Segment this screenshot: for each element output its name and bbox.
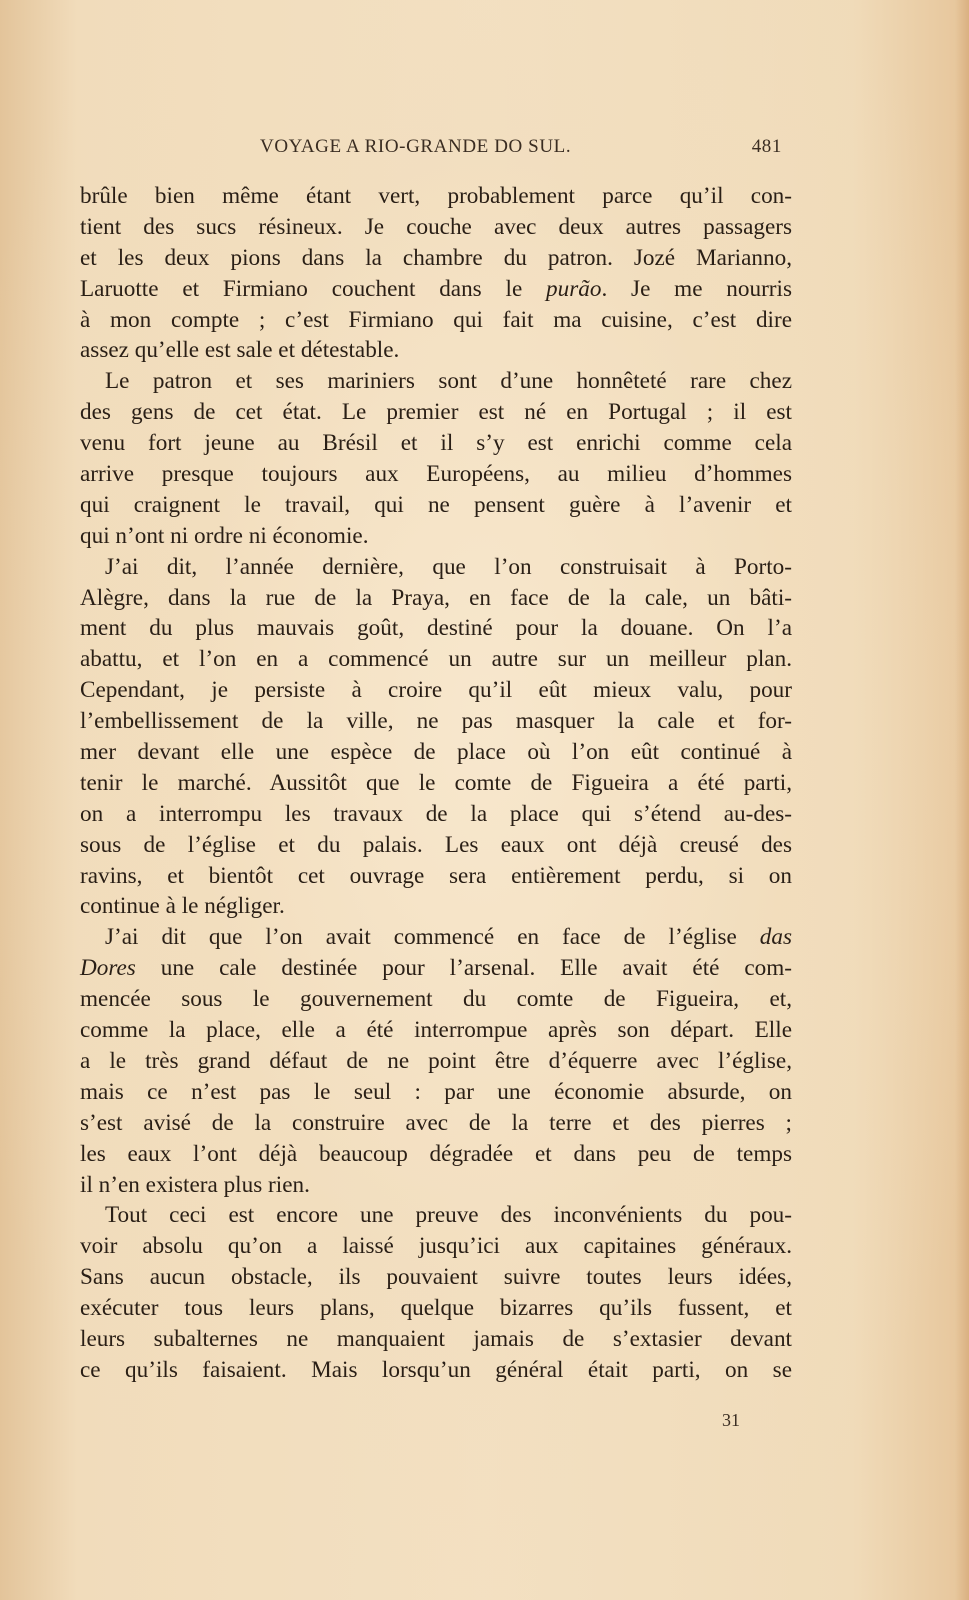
text-line	[80, 922, 792, 953]
text-line: J’ai dit, l’année dernière, que l’on construisait à Porto-	[105, 553, 792, 580]
text-line: assez qu’elle est sale et détestable.	[80, 337, 400, 364]
body-text	[80, 181, 792, 1386]
running-head-title: VOYAGE A RIO-GRANDE DO SUL.	[260, 136, 572, 157]
text-line	[80, 953, 792, 984]
text-line: venu fort jeune au Brésil et il s’y est enrichi comme cela	[80, 430, 792, 457]
text-line: a le très grand défaut de ne point être d’équerre avec l’église,	[80, 1047, 792, 1074]
text-line: Sans aucun obstacle, ils pouvaient suivre toutes leurs idées,	[80, 1264, 792, 1291]
text-line: sous de l’église et du palais. Les eaux ont déjà creusé des	[80, 831, 792, 858]
text-line: l’embellissement de la ville, ne pas masquer la cale et for-	[80, 708, 792, 735]
page-edge-shading	[955, 0, 969, 1600]
text-line: Le patron et ses mariniers sont d’une honnêteté rare chez	[105, 368, 792, 395]
italic-term: purão	[546, 275, 602, 302]
text-line: qui craignent le travail, qui ne pensent guère à l’avenir et	[80, 491, 792, 518]
text-line: il n’en existera plus rien.	[80, 1171, 310, 1198]
text-line: abattu, et l’on en a commencé un autre sur un meilleur plan.	[80, 646, 792, 673]
italic-term: das	[759, 924, 792, 951]
text-line: voir absolu qu’on a laissé jusqu’ici aux capitaines généraux.	[80, 1233, 792, 1260]
text-line: mer devant elle une espèce de place où l’on eût continué à	[80, 739, 792, 766]
text-line: et les deux pions dans la chambre du patron. Jozé Marianno,	[80, 244, 792, 271]
text-line: Cependant, je persiste à croire qu’il eût mieux valu, pour	[80, 677, 792, 704]
text-line: les eaux l’ont déjà beaucoup dégradée et dans peu de temps	[80, 1140, 792, 1167]
signature-mark: 31	[722, 1410, 740, 1430]
text-run: J’ai dit que l’on avait commencé en face de l’église	[105, 924, 760, 951]
text-line: comme la place, elle a été interrompue après son départ. Elle	[80, 1017, 792, 1044]
text-line: ravins, et bientôt cet ouvrage sera entièrement perdu, si on	[80, 862, 792, 889]
text-line: continue à le négliger.	[80, 893, 285, 920]
text-line: mencée sous le gouvernement du comte de Figueira, et,	[80, 986, 792, 1013]
text-line: exécuter tous leurs plans, quelque bizarres qu’ils fussent, et	[80, 1295, 792, 1322]
text-line: tient des sucs résineux. Je couche avec deux autres passagers	[80, 213, 792, 240]
italic-term: Dores	[80, 955, 136, 982]
text-run: . Je me nourris	[601, 275, 792, 302]
text-line: ce qu’ils faisaient. Mais lorsqu’un général était parti, on se	[80, 1356, 792, 1383]
running-head	[260, 134, 782, 160]
text-line: qui n’ont ni ordre ni économie.	[80, 522, 369, 549]
text-line: on a interrompu les travaux de la place qui s’étend au-des-	[80, 800, 792, 827]
text-run: Laruotte et Firmiano couchent dans le	[80, 275, 547, 302]
text-line: tenir le marché. Aussitôt que le comte de Figueira a été parti,	[80, 769, 792, 796]
text-run: une cale destinée pour l’arsenal. Elle avait été com-	[135, 955, 792, 982]
text-line: s’est avisé de la construire avec de la terre et des pierres ;	[80, 1109, 792, 1136]
text-line: mais ce n’est pas le seul : par une économie absurde, on	[80, 1078, 792, 1105]
text-line: arrive presque toujours aux Européens, au milieu d’hommes	[80, 461, 792, 488]
text-line: à mon compte ; c’est Firmiano qui fait ma cuisine, c’est dire	[80, 306, 792, 333]
text-line: leurs subalternes ne manquaient jamais de s’extasier devant	[80, 1325, 792, 1352]
text-line: brûle bien même étant vert, probablement parce qu’il con-	[80, 183, 792, 209]
text-line: Tout ceci est encore une preuve des inconvénients du pou-	[105, 1202, 792, 1229]
text-line	[80, 274, 792, 305]
text-line: des gens de cet état. Le premier est né en Portugal ; il est	[80, 399, 792, 426]
page-number: 481	[751, 136, 782, 157]
text-line: Alègre, dans la rue de la Praya, en face de la cale, un bâti-	[80, 584, 792, 611]
text-line: ment du plus mauvais goût, destiné pour la douane. On l’a	[80, 615, 792, 642]
